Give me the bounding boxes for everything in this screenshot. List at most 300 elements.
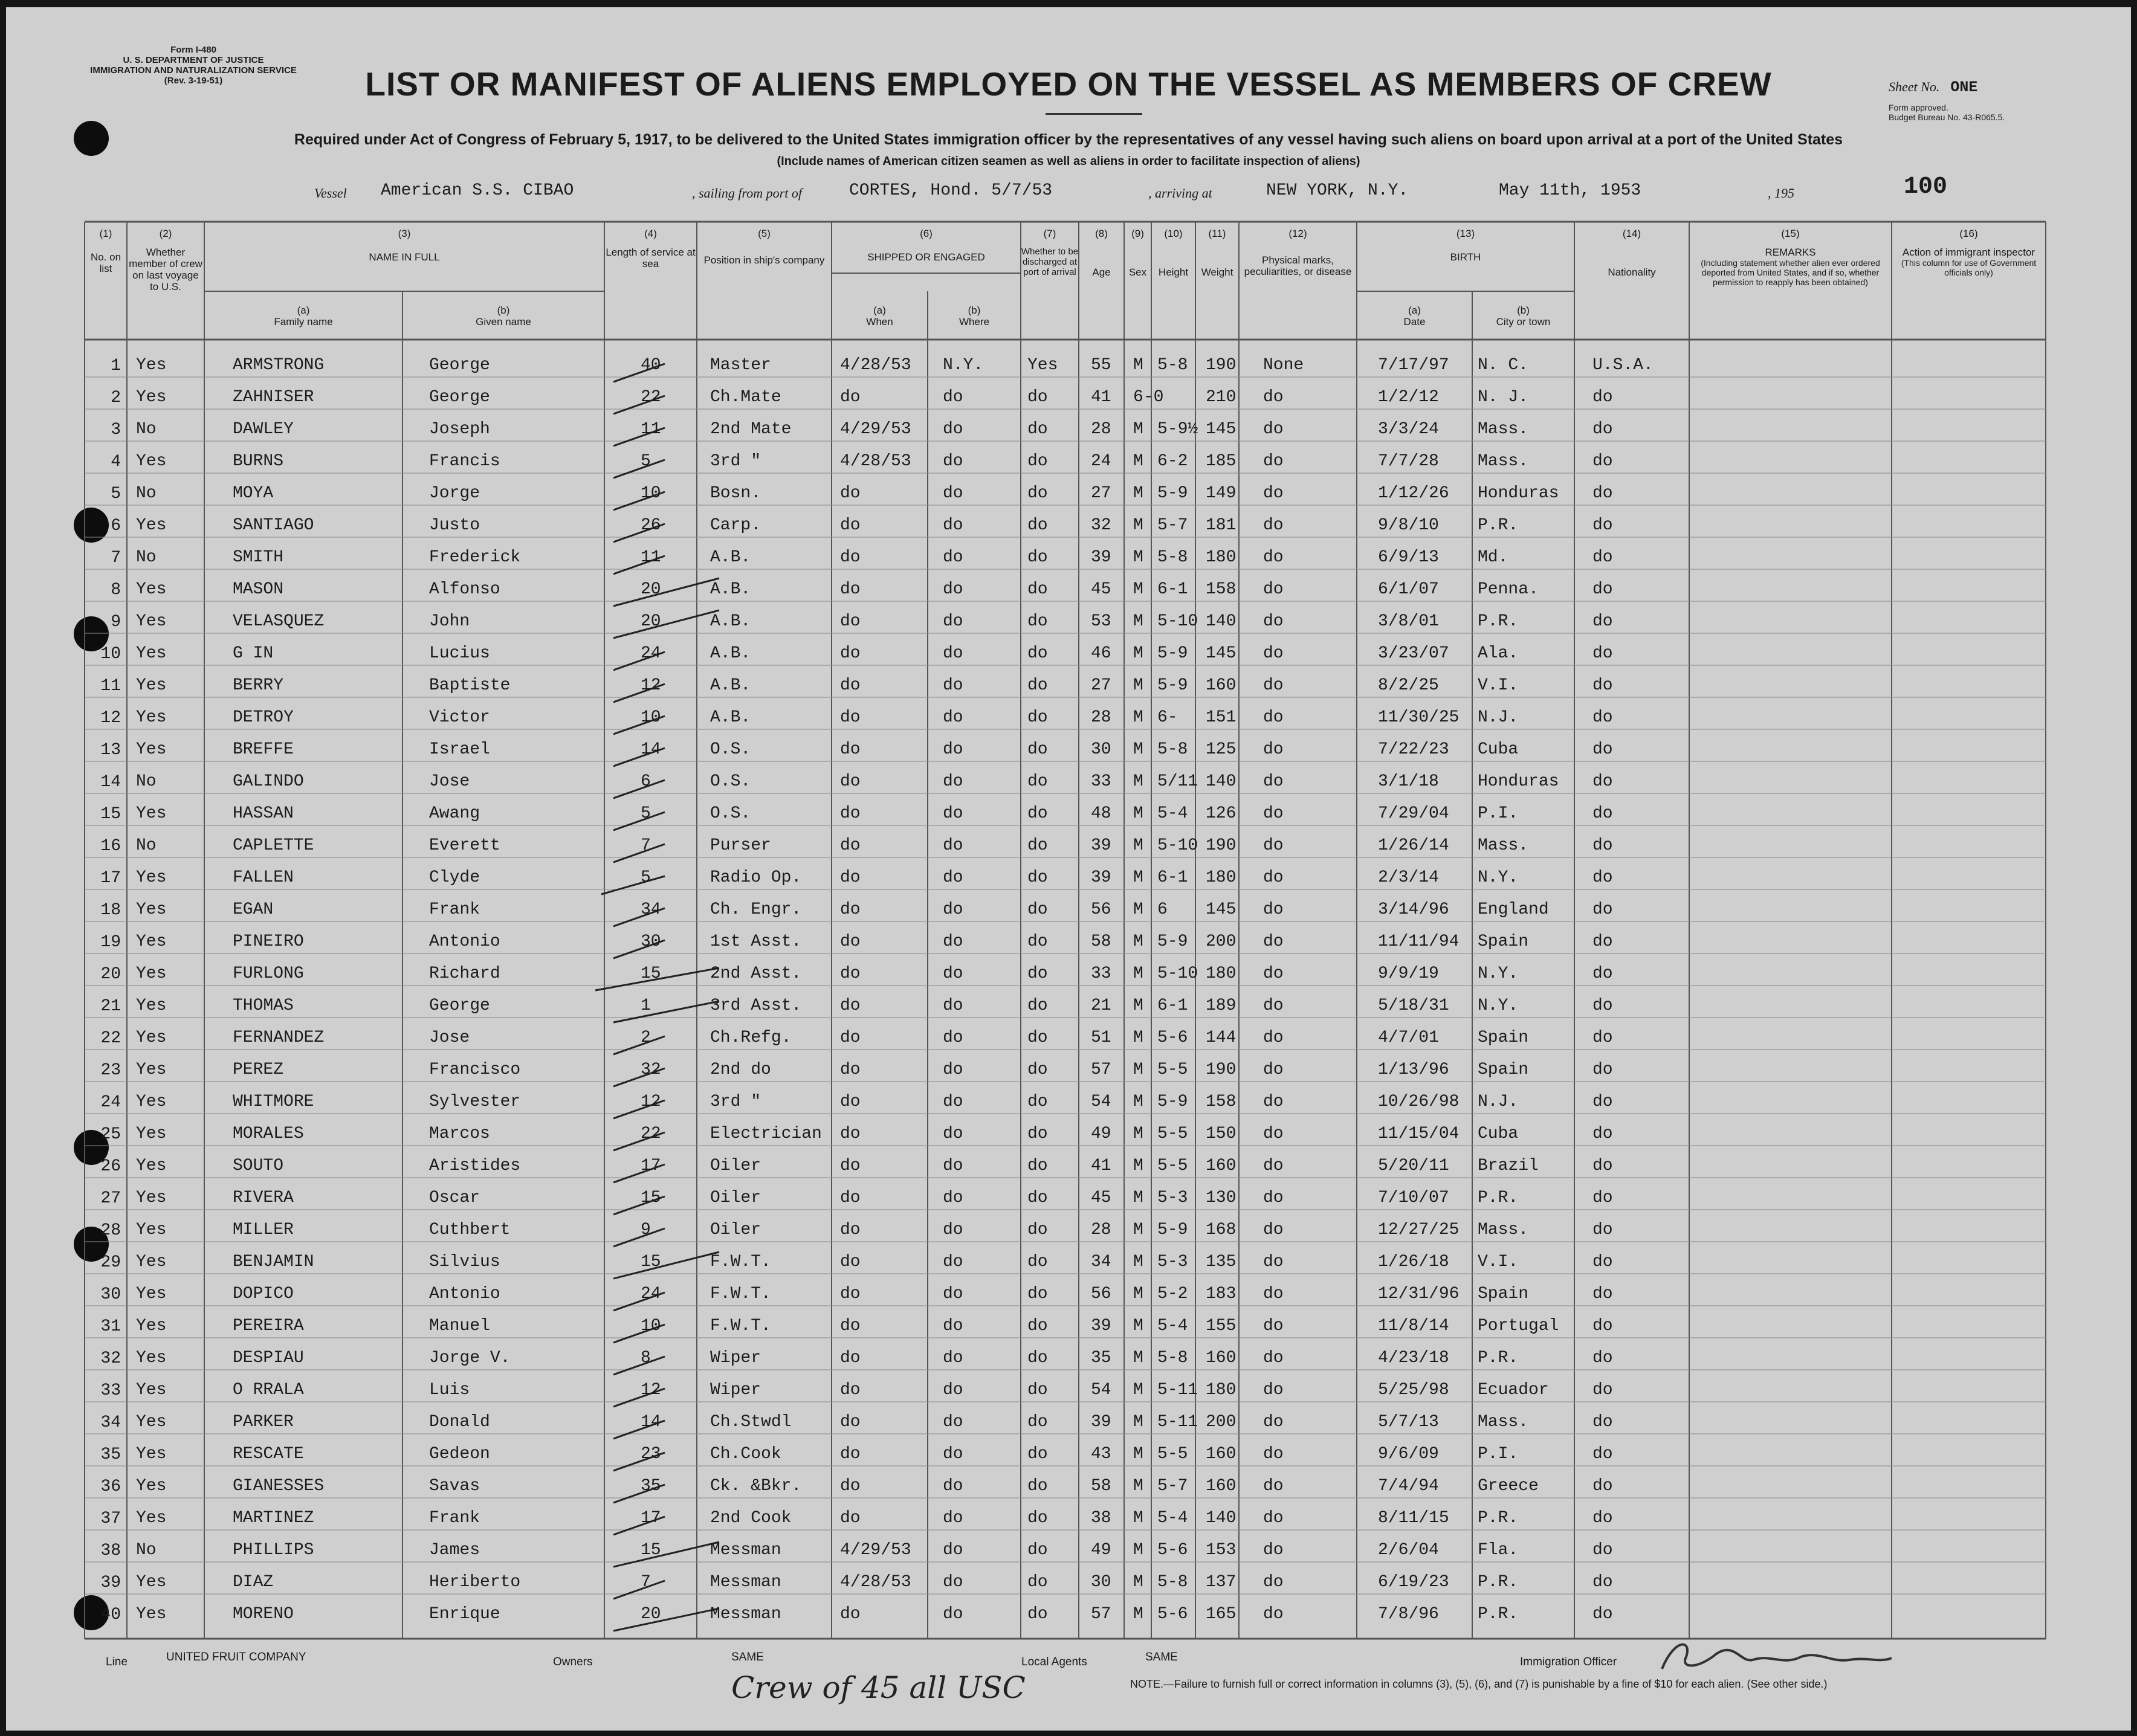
col-header-position: (5) Position in ship's company — [703, 228, 825, 266]
cell-birth-date: 3/3/24 — [1378, 420, 1439, 439]
cell-sex: M — [1133, 1605, 1143, 1624]
cell-nationality: do — [1592, 1477, 1613, 1496]
cell-weight: 180 — [1206, 548, 1237, 567]
cell-member: Yes — [136, 1477, 167, 1496]
col-header-no: (1) No. on list — [90, 228, 121, 274]
cell-weight: 160 — [1206, 1445, 1237, 1463]
cell-birth-date: 6/1/07 — [1378, 580, 1439, 599]
cell-sex: M — [1133, 676, 1143, 695]
cell-physical: do — [1263, 1028, 1284, 1047]
cell-sex: M — [1133, 452, 1143, 471]
cell-birth-city: Mass. — [1478, 1221, 1529, 1239]
cell-age: 33 — [1091, 772, 1111, 791]
cell-member: Yes — [136, 1157, 167, 1175]
cell-birth-city: N. C. — [1478, 356, 1529, 375]
cell-birth-city: V.I. — [1478, 1253, 1519, 1271]
cell-birth-city: N.J. — [1478, 1092, 1519, 1111]
cell-row-number: 30 — [100, 1285, 121, 1304]
cell-where: do — [943, 900, 963, 919]
cell-given-name: Manuel — [429, 1317, 490, 1335]
cell-where: do — [943, 804, 963, 823]
cell-birth-city: Honduras — [1478, 772, 1559, 791]
manifest-sheet — [6, 7, 2131, 1731]
cell-family-name: SANTIAGO — [233, 516, 314, 535]
cell-sex: M — [1133, 1317, 1143, 1335]
form-revision: (Rev. 3-19-51) — [164, 76, 223, 86]
cell-where: do — [943, 740, 963, 759]
cell-sex: M — [1133, 1509, 1143, 1528]
cell-sex: M — [1133, 612, 1143, 631]
cell-given-name: Francisco — [429, 1060, 521, 1079]
cell-physical: do — [1263, 1573, 1284, 1592]
cell-when: do — [840, 1509, 861, 1528]
cell-service: 14 — [641, 740, 661, 759]
cell-height: 5-11 — [1157, 1413, 1198, 1431]
cell-age: 39 — [1091, 836, 1111, 855]
cell-row-number: 38 — [100, 1541, 121, 1560]
cell-discharged: do — [1027, 388, 1048, 407]
cell-age: 39 — [1091, 1413, 1111, 1431]
cell-where: do — [943, 580, 963, 599]
cell-given-name: Lucius — [429, 644, 490, 663]
cell-discharged: do — [1027, 1477, 1048, 1496]
cell-where: do — [943, 644, 963, 663]
cell-weight: 140 — [1206, 772, 1237, 791]
cell-height: 5-9 — [1157, 676, 1188, 695]
cell-discharged: do — [1027, 420, 1048, 439]
cell-sex: M — [1133, 804, 1143, 823]
cell-sex: M — [1133, 836, 1143, 855]
cell-weight: 153 — [1206, 1541, 1237, 1560]
cell-given-name: Cuthbert — [429, 1221, 511, 1239]
cell-birth-date: 11/8/14 — [1378, 1317, 1449, 1335]
cell-where: do — [943, 1189, 963, 1207]
cell-row-number: 18 — [100, 901, 121, 920]
cell-birth-date: 2/6/04 — [1378, 1541, 1439, 1560]
cell-birth-city: Mass. — [1478, 836, 1529, 855]
cell-discharged: do — [1027, 1381, 1048, 1399]
cell-weight: 160 — [1206, 1349, 1237, 1367]
cell-sex: M — [1133, 1381, 1143, 1399]
cell-birth-date: 9/6/09 — [1378, 1445, 1439, 1463]
cell-given-name: Jorge — [429, 484, 480, 503]
cell-given-name: Heriberto — [429, 1573, 521, 1592]
cell-height: 5/11 — [1157, 772, 1198, 791]
cell-age: 54 — [1091, 1092, 1111, 1111]
officer-signature — [1650, 1633, 1904, 1681]
cell-sex: M — [1133, 996, 1143, 1015]
cell-sex: M — [1133, 1285, 1143, 1303]
cell-discharged: do — [1027, 612, 1048, 631]
cell-birth-city: Penna. — [1478, 580, 1539, 599]
cell-nationality: do — [1592, 1509, 1613, 1528]
cell-height: 5-4 — [1157, 804, 1188, 823]
cell-discharged: do — [1027, 996, 1048, 1015]
cell-discharged: do — [1027, 1605, 1048, 1624]
cell-service: 20 — [641, 1605, 661, 1624]
cell-position: 2nd do — [710, 1060, 771, 1079]
cell-family-name: G IN — [233, 644, 274, 663]
cell-birth-date: 12/27/25 — [1378, 1221, 1460, 1239]
cell-birth-date: 3/8/01 — [1378, 612, 1439, 631]
cell-where: do — [943, 1060, 963, 1079]
cell-birth-city: Portugal — [1478, 1317, 1559, 1335]
cell-service: 7 — [641, 1573, 651, 1592]
cell-family-name: O RRALA — [233, 1381, 304, 1399]
cell-birth-date: 7/4/94 — [1378, 1477, 1439, 1496]
cell-service: 11 — [641, 420, 661, 439]
cell-weight: 145 — [1206, 644, 1237, 663]
cell-when: do — [840, 644, 861, 663]
cell-service: 5 — [641, 804, 651, 823]
cell-weight: 190 — [1206, 356, 1237, 375]
cell-discharged: do — [1027, 1189, 1048, 1207]
col-header-birth-date: (a) Date — [1403, 305, 1426, 328]
cell-given-name: George — [429, 388, 490, 407]
cell-height: 5-5 — [1157, 1060, 1188, 1079]
cell-when: do — [840, 1157, 861, 1175]
cell-when: do — [840, 740, 861, 759]
cell-member: Yes — [136, 1605, 167, 1624]
cell-height: 5-10 — [1157, 964, 1198, 983]
cell-family-name: FURLONG — [233, 964, 304, 983]
cell-birth-date: 6/19/23 — [1378, 1573, 1449, 1592]
cell-nationality: do — [1592, 1285, 1613, 1303]
cell-where: do — [943, 1221, 963, 1239]
cell-birth-city: N.J. — [1478, 708, 1519, 727]
cell-where: do — [943, 388, 963, 407]
agents-label: Local Agents — [1021, 1656, 1087, 1668]
cell-nationality: do — [1592, 868, 1613, 887]
cell-weight: 200 — [1206, 932, 1237, 951]
cell-position: 2nd Cook — [710, 1509, 792, 1528]
cell-where: do — [943, 836, 963, 855]
cell-discharged: do — [1027, 932, 1048, 951]
cell-height: 5-5 — [1157, 1125, 1188, 1143]
cell-age: 28 — [1091, 420, 1111, 439]
cell-service: 30 — [641, 932, 661, 951]
cell-birth-date: 3/23/07 — [1378, 644, 1449, 663]
cell-row-number: 8 — [111, 581, 121, 599]
cell-where: do — [943, 1157, 963, 1175]
cell-weight: 165 — [1206, 1605, 1237, 1624]
cell-row-number: 1 — [111, 357, 121, 375]
cell-physical: do — [1263, 868, 1284, 887]
cell-birth-date: 7/7/28 — [1378, 452, 1439, 471]
cell-nationality: do — [1592, 1125, 1613, 1143]
cell-service: 24 — [641, 644, 661, 663]
cell-age: 49 — [1091, 1541, 1111, 1560]
cell-member: Yes — [136, 1189, 167, 1207]
cell-member: Yes — [136, 1381, 167, 1399]
col-header-height: (10) Height — [1158, 228, 1189, 278]
cell-height: 5-2 — [1157, 1285, 1188, 1303]
cell-age: 51 — [1091, 1028, 1111, 1047]
cell-given-name: Alfonso — [429, 580, 500, 599]
cell-birth-date: 11/11/94 — [1378, 932, 1460, 951]
cell-position: Ck. &Bkr. — [710, 1477, 802, 1496]
col-header-when: (a) When — [866, 305, 893, 328]
sailing-label: , sailing from port of — [692, 186, 802, 201]
cell-family-name: BURNS — [233, 452, 284, 471]
line-label: Line — [106, 1656, 128, 1668]
cell-family-name: BENJAMIN — [233, 1253, 314, 1271]
cell-nationality: do — [1592, 804, 1613, 823]
handwritten-page-mark: 100 — [1904, 173, 1948, 201]
footer-note: NOTE.—Failure to furnish full or correct information in columns (3), (5), (6), and (7) is punishable by a fine of $10 for each alien. (See other side.) — [1130, 1678, 1828, 1690]
cell-discharged: do — [1027, 1445, 1048, 1463]
cell-where: do — [943, 964, 963, 983]
cell-discharged: do — [1027, 740, 1048, 759]
cell-age: 41 — [1091, 1157, 1111, 1175]
cell-birth-date: 11/30/25 — [1378, 708, 1460, 727]
col-header-discharged: (7) Whether to be discharged at port of arrival — [1021, 228, 1079, 277]
cell-nationality: do — [1592, 1541, 1613, 1560]
col-header-physical: (12) Physical marks, peculiarities, or disease — [1244, 228, 1352, 277]
col-header-shipped: (6) SHIPPED OR ENGAGED — [867, 228, 985, 263]
cell-service: 2 — [641, 1028, 651, 1047]
agents-value: SAME — [1145, 1651, 1178, 1663]
cell-row-number: 11 — [100, 677, 121, 695]
cell-given-name: Baptiste — [429, 676, 511, 695]
cell-age: 45 — [1091, 580, 1111, 599]
cell-weight: 145 — [1206, 420, 1237, 439]
cell-family-name: ARMSTRONG — [233, 356, 325, 375]
cell-family-name: MILLER — [233, 1221, 294, 1239]
cell-member: Yes — [136, 580, 167, 599]
cell-given-name: Everett — [429, 836, 500, 855]
cell-where: do — [943, 1253, 963, 1271]
cell-family-name: MARTINEZ — [233, 1509, 314, 1528]
document-note: (Include names of American citizen seamen as well as aliens in order to facilitate inspection of aliens) — [777, 155, 1360, 168]
cell-row-number: 14 — [100, 773, 121, 792]
cell-position: F.W.T. — [710, 1253, 771, 1271]
cell-member: Yes — [136, 1509, 167, 1528]
cell-row-number: 7 — [111, 549, 121, 567]
cell-nationality: do — [1592, 452, 1613, 471]
cell-height: 5-8 — [1157, 1573, 1188, 1592]
cell-row-number: 32 — [100, 1349, 121, 1368]
cell-birth-city: P.I. — [1478, 804, 1519, 823]
col-header-member: (2) Whether member of crew on last voyage to U.S. — [129, 228, 202, 292]
cell-sex: M — [1133, 1060, 1143, 1079]
cell-member: Yes — [136, 900, 167, 919]
cell-where: do — [943, 932, 963, 951]
cell-given-name: George — [429, 996, 490, 1015]
cell-height: 6 — [1157, 900, 1168, 919]
cell-member: No — [136, 836, 157, 855]
cell-nationality: U.S.A. — [1592, 356, 1654, 375]
cell-birth-date: 1/2/12 — [1378, 388, 1439, 407]
cell-sex: M — [1133, 708, 1143, 727]
cell-height: 5-8 — [1157, 548, 1188, 567]
cell-service: 11 — [641, 548, 661, 567]
cell-member: Yes — [136, 1445, 167, 1463]
cell-birth-city: V.I. — [1478, 676, 1519, 695]
cell-position: Messman — [710, 1605, 781, 1624]
cell-row-number: 4 — [111, 453, 121, 471]
col-header-age: (8) Age — [1092, 228, 1111, 278]
cell-where: do — [943, 1605, 963, 1624]
cell-birth-date: 10/26/98 — [1378, 1092, 1460, 1111]
cell-member: Yes — [136, 1573, 167, 1592]
cell-height: 5-3 — [1157, 1253, 1188, 1271]
col-header-sex: (9) Sex — [1128, 228, 1147, 278]
cell-member: Yes — [136, 932, 167, 951]
cell-age: 46 — [1091, 644, 1111, 663]
cell-height: 5-9 — [1157, 1092, 1188, 1111]
cell-nationality: do — [1592, 932, 1613, 951]
cell-discharged: do — [1027, 1157, 1048, 1175]
cell-where: do — [943, 516, 963, 535]
cell-sex: 6-0 — [1133, 388, 1164, 407]
cell-discharged: do — [1027, 676, 1048, 695]
cell-service: 35 — [641, 1477, 661, 1496]
col-header-where: (b) Where — [959, 305, 990, 328]
cell-service: 12 — [641, 676, 661, 695]
cell-age: 39 — [1091, 1317, 1111, 1335]
cell-given-name: Victor — [429, 708, 490, 727]
cell-when: do — [840, 868, 861, 887]
cell-birth-city: Fla. — [1478, 1541, 1519, 1560]
cell-sex: M — [1133, 1477, 1143, 1496]
cell-discharged: do — [1027, 452, 1048, 471]
cell-nationality: do — [1592, 1605, 1613, 1624]
cell-where: do — [943, 1541, 963, 1560]
cell-discharged: do — [1027, 900, 1048, 919]
cell-family-name: SMITH — [233, 548, 284, 567]
cell-birth-city: P.R. — [1478, 516, 1519, 535]
cell-family-name: FALLEN — [233, 868, 294, 887]
document-title: LIST OR MANIFEST OF ALIENS EMPLOYED ON THE VESSEL AS MEMBERS OF CREW — [365, 65, 1772, 103]
col-header-action: (16) Action of immigrant inspector (This column for use of Government officials only) — [1901, 228, 2037, 277]
cell-physical: do — [1263, 1477, 1284, 1496]
cell-height: 5-8 — [1157, 356, 1188, 375]
cell-birth-date: 7/17/97 — [1378, 356, 1449, 375]
cell-family-name: RIVERA — [233, 1189, 294, 1207]
cell-service: 14 — [641, 1413, 661, 1431]
cell-position: Oiler — [710, 1157, 761, 1175]
cell-position: 1st Asst. — [710, 932, 802, 951]
col-header-birth: (13) BIRTH — [1450, 228, 1481, 263]
cell-birth-date: 7/22/23 — [1378, 740, 1449, 759]
year-label: , 195 — [1768, 186, 1794, 201]
cell-service: 32 — [641, 1060, 661, 1079]
col-header-length: (4) Length of service at sea — [606, 228, 696, 269]
cell-where: do — [943, 1509, 963, 1528]
cell-row-number: 35 — [100, 1445, 121, 1464]
cell-service: 8 — [641, 1349, 651, 1367]
cell-sex: M — [1133, 900, 1143, 919]
cell-service: 22 — [641, 388, 661, 407]
cell-given-name: Antonio — [429, 1285, 500, 1303]
cell-discharged: do — [1027, 484, 1048, 503]
cell-where: do — [943, 708, 963, 727]
cell-member: No — [136, 484, 157, 503]
cell-age: 27 — [1091, 484, 1111, 503]
cell-height: 5-4 — [1157, 1509, 1188, 1528]
cell-physical: do — [1263, 676, 1284, 695]
cell-nationality: do — [1592, 1381, 1613, 1399]
cell-physical: do — [1263, 1605, 1284, 1624]
cell-height: 5-10 — [1157, 612, 1198, 631]
cell-where: N.Y. — [943, 356, 984, 375]
cell-age: 32 — [1091, 516, 1111, 535]
cell-discharged: do — [1027, 1541, 1048, 1560]
cell-family-name: HASSAN — [233, 804, 294, 823]
cell-member: No — [136, 772, 157, 791]
cell-given-name: Silvius — [429, 1253, 500, 1271]
cell-when: 4/29/53 — [840, 420, 911, 439]
cell-birth-date: 1/26/18 — [1378, 1253, 1449, 1271]
cell-nationality: do — [1592, 516, 1613, 535]
cell-discharged: do — [1027, 804, 1048, 823]
cell-member: Yes — [136, 804, 167, 823]
cell-position: Bosn. — [710, 484, 761, 503]
cell-weight: 149 — [1206, 484, 1237, 503]
cell-sex: M — [1133, 548, 1143, 567]
cell-position: Ch.Stwdl — [710, 1413, 792, 1431]
cell-family-name: GIANESSES — [233, 1477, 325, 1496]
cell-when: do — [840, 836, 861, 855]
arrival-date: May 11th, 1953 — [1499, 181, 1641, 200]
cell-birth-date: 6/9/13 — [1378, 548, 1439, 567]
cell-birth-city: Brazil — [1478, 1157, 1539, 1175]
cell-when: do — [840, 932, 861, 951]
cell-service: 23 — [641, 1445, 661, 1463]
col-header-family: (a) Family name — [274, 305, 333, 328]
cell-height: 5-8 — [1157, 1349, 1188, 1367]
cell-discharged: Yes — [1027, 356, 1058, 375]
cell-physical: do — [1263, 1349, 1284, 1367]
cell-member: Yes — [136, 452, 167, 471]
cell-when: do — [840, 612, 861, 631]
cell-age: 55 — [1091, 356, 1111, 375]
cell-birth-date: 7/8/96 — [1378, 1605, 1439, 1624]
cell-sex: M — [1133, 932, 1143, 951]
cell-birth-date: 5/18/31 — [1378, 996, 1449, 1015]
cell-position: Master — [710, 356, 771, 375]
cell-when: do — [840, 1413, 861, 1431]
cell-row-number: 13 — [100, 741, 121, 760]
cell-weight: 130 — [1206, 1189, 1237, 1207]
cell-given-name: John — [429, 612, 470, 631]
cell-position: Electrician — [710, 1125, 822, 1143]
cell-row-number: 26 — [100, 1157, 121, 1176]
cell-physical: do — [1263, 740, 1284, 759]
cell-height: 6-1 — [1157, 580, 1188, 599]
cell-birth-city: P.R. — [1478, 612, 1519, 631]
cell-given-name: Frank — [429, 1509, 480, 1528]
cell-family-name: BREFFE — [233, 740, 294, 759]
cell-birth-date: 12/31/96 — [1378, 1285, 1460, 1303]
cell-when: do — [840, 1477, 861, 1496]
cell-when: do — [840, 1605, 861, 1624]
cell-nationality: do — [1592, 1060, 1613, 1079]
cell-when: do — [840, 516, 861, 535]
cell-age: 57 — [1091, 1605, 1111, 1624]
cell-height: 5-6 — [1157, 1028, 1188, 1047]
cell-given-name: Richard — [429, 964, 500, 983]
cell-birth-date: 8/2/25 — [1378, 676, 1439, 695]
owners-label: Owners — [553, 1656, 593, 1668]
cell-service: 9 — [641, 1221, 651, 1239]
cell-age: 28 — [1091, 1221, 1111, 1239]
cell-sex: M — [1133, 1573, 1143, 1592]
cell-family-name: FERNANDEZ — [233, 1028, 325, 1047]
cell-height: 5-9 — [1157, 1221, 1188, 1239]
cell-service: 6 — [641, 772, 651, 791]
